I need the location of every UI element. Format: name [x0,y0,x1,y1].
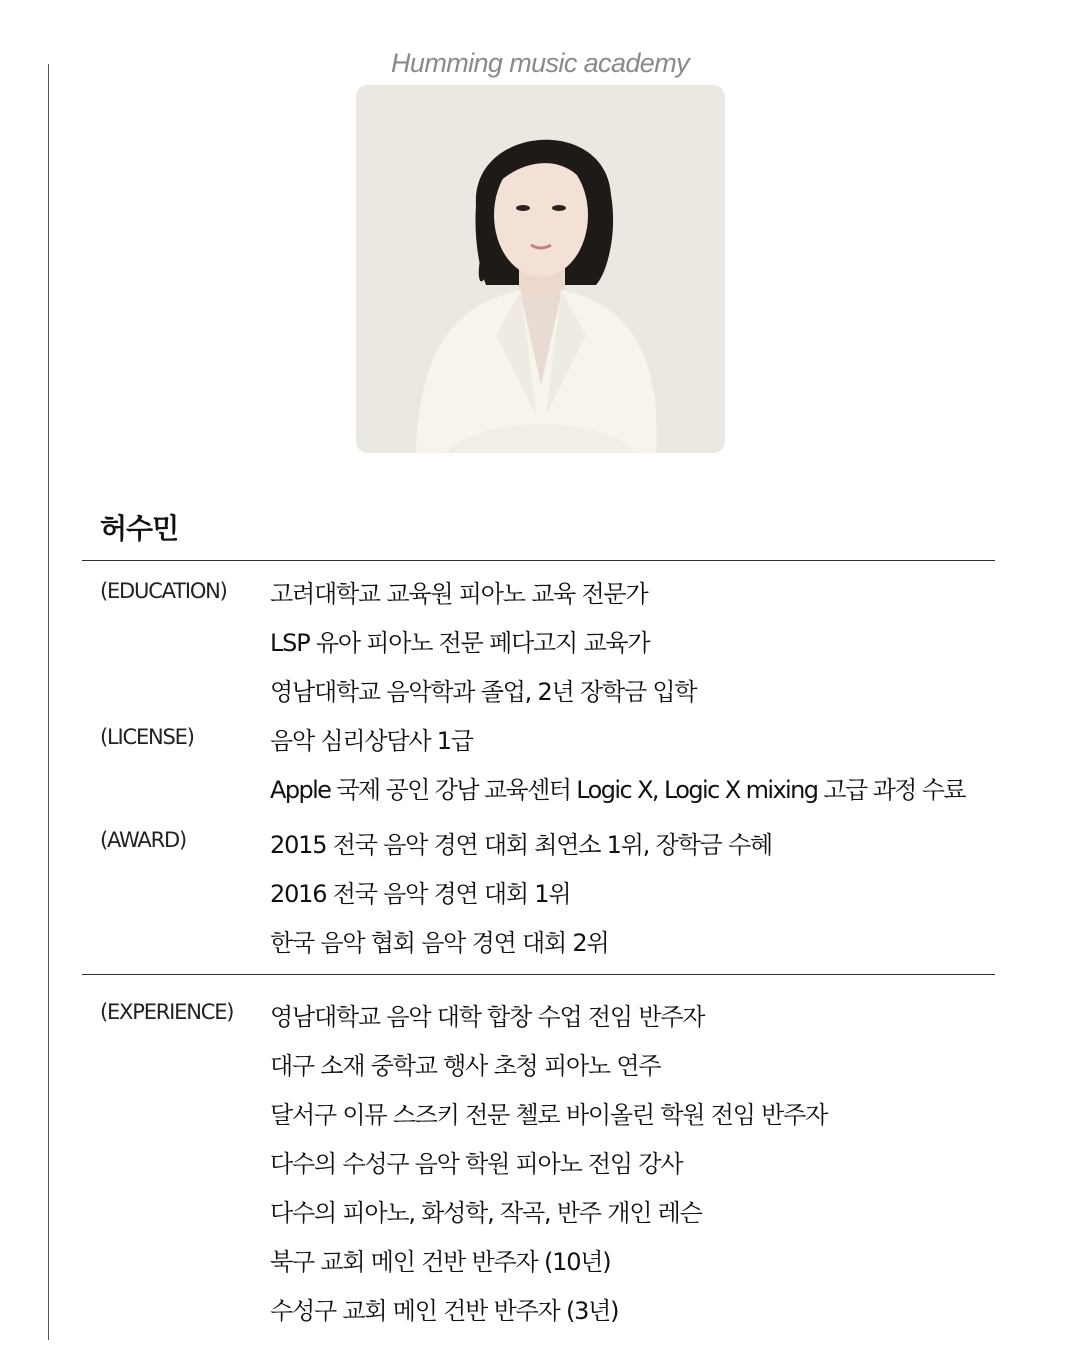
award-item: 2016 전국 음악 경연 대회 1위 [270,880,571,908]
education-item: 영남대학교 음악학과 졸업, 2년 장학금 입학 [270,678,697,706]
section-divider [82,974,995,975]
experience-item: 영남대학교 음악 대학 합창 수업 전임 반주자 [270,1003,705,1031]
experience-item: 북구 교회 메인 건반 반주자 (10년) [270,1248,611,1276]
experience-item: 대구 소재 중학교 행사 초청 피아노 연주 [270,1052,661,1080]
experience-item: 수성구 교회 메인 건반 반주자 (3년) [270,1297,619,1325]
instructor-name: 허수민 [100,512,179,545]
experience-item: 달서구 이뮤 스즈키 전문 첼로 바이올린 학원 전임 반주자 [270,1101,828,1129]
license-item: 음악 심리상담사 1급 [270,727,473,755]
section-divider [82,560,995,561]
experience-item: 다수의 수성구 음악 학원 피아노 전임 강사 [270,1150,683,1178]
education-item: 고려대학교 교육원 피아노 교육 전문가 [270,580,648,608]
education-label: (EDUCATION) [100,579,227,603]
award-item: 2015 전국 음악 경연 대회 최연소 1위, 장학금 수혜 [270,831,772,859]
license-item: Apple 국제 공인 강남 교육센터 Logic X, Logic X mixing 고급 과정 수료 [270,776,965,804]
left-vertical-rule [48,64,49,1340]
experience-item: 다수의 피아노, 화성학, 작곡, 반주 개인 레슨 [270,1199,702,1227]
experience-label: (EXPERIENCE) [100,1000,234,1024]
license-label: (LICENSE) [100,725,194,749]
profile-photo [356,85,725,453]
education-item: LSP 유아 피아노 전문 페다고지 교육가 [270,629,650,657]
award-item: 한국 음악 협회 음악 경연 대회 2위 [270,929,609,957]
academy-name: Humming music academy [391,48,689,78]
award-label: (AWARD) [100,828,186,852]
portrait-icon [356,85,725,453]
